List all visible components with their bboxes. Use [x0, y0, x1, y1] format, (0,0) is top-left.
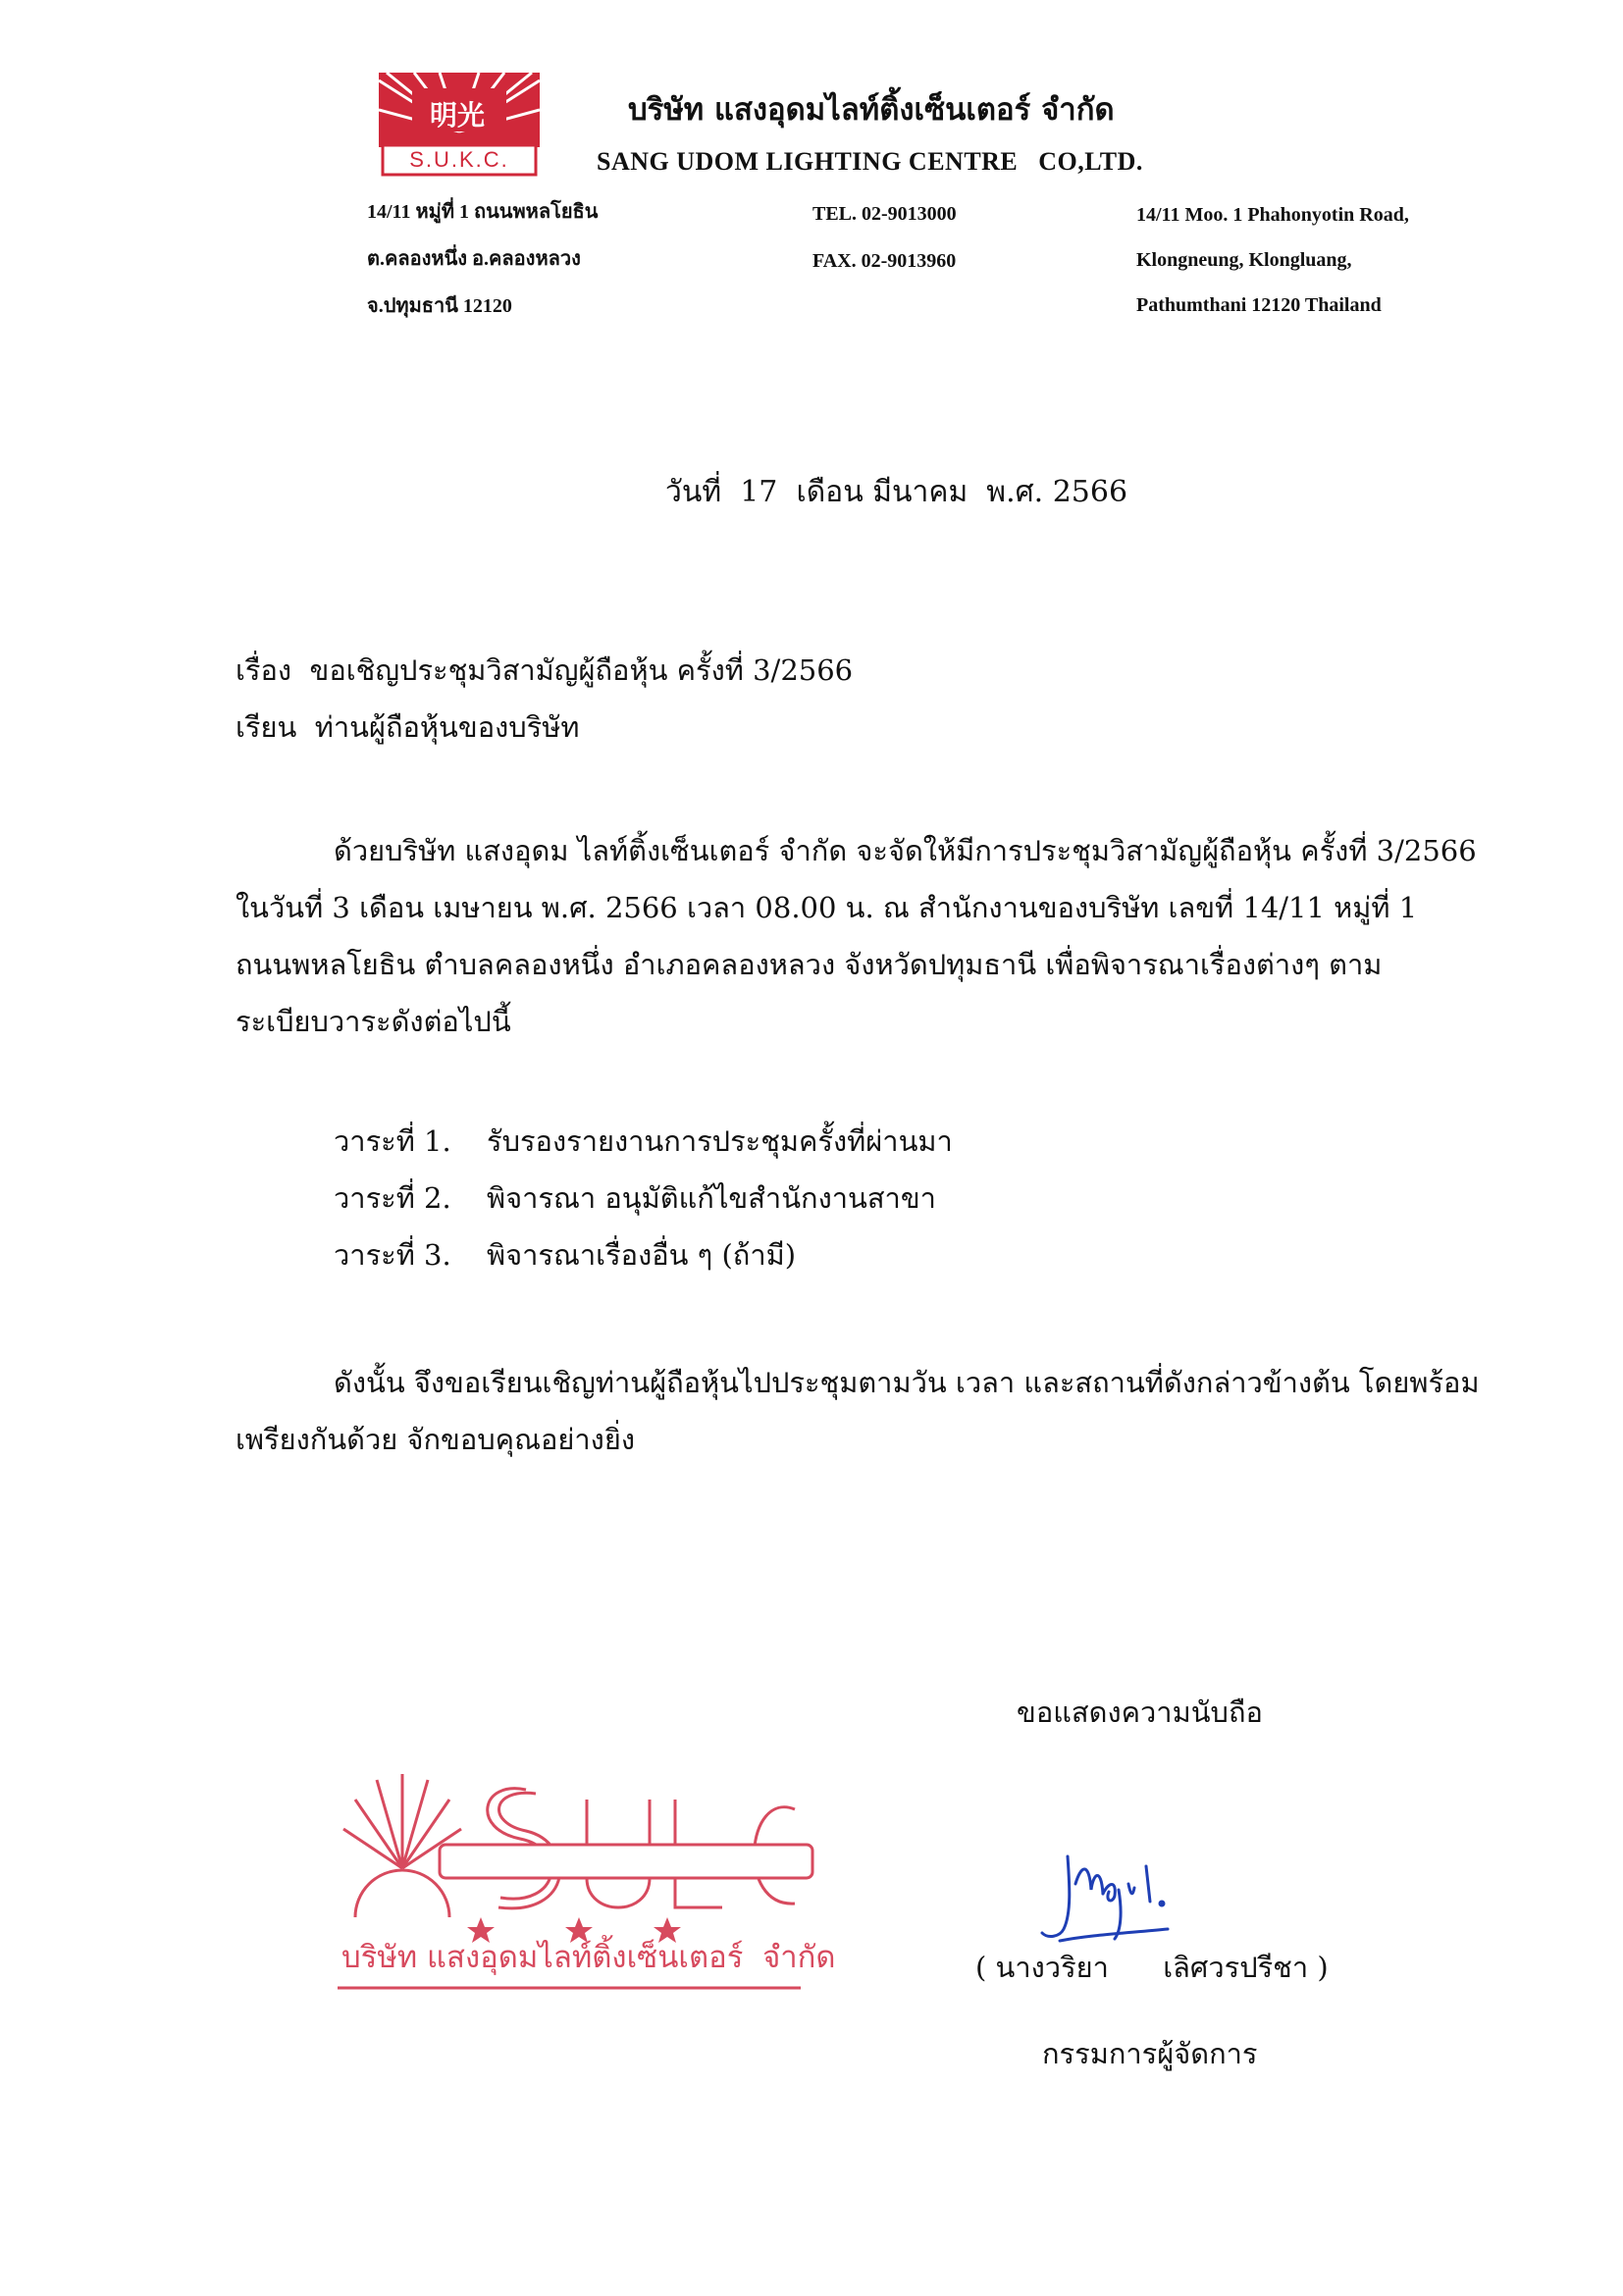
- body-line: ระเบียบวาระดังต่อไปนี้: [236, 1005, 511, 1038]
- agenda-item: [334, 1226, 953, 1283]
- address-thai-line: จ.ปทุมธานี 12120: [367, 295, 512, 317]
- telephone: TEL. 02-9013000: [812, 203, 957, 225]
- company-name-english: SANG UDOM LIGHTING CENTRE CO,LTD.: [597, 147, 1143, 176]
- company-name-thai: บริษัท แสงอุดมไลท์ติ้งเซ็นเตอร์ จำกัด: [628, 92, 1115, 128]
- agenda-text: รับรองรายงานการประชุมครั้งที่ผ่านมา: [487, 1124, 953, 1158]
- body-line: ในวันที่ 3 เดือน เมษายน พ.ศ. 2566 เวลา 08.00 น. ณ สำนักงานของบริษัท เลขที่ 14/11 หมู่ที่ 1: [236, 891, 1418, 924]
- agenda-text: พิจารณาเรื่องอื่น ๆ (ถ้ามี): [487, 1238, 797, 1272]
- closing-regards: ขอแสดงความนับถือ: [1017, 1696, 1263, 1729]
- address-english-line: Pathumthani 12120 Thailand: [1136, 294, 1382, 316]
- company-logo: [379, 73, 540, 179]
- logo-latin-text: S.U.K.C.: [409, 147, 509, 172]
- handwritten-signature: [1040, 1845, 1217, 1957]
- address-thai-line: ต.คลองหนึ่ง อ.คลองหลวง: [367, 248, 581, 270]
- logo-cjk-text: 明光: [429, 99, 485, 131]
- address-thai: [367, 188, 598, 330]
- signer-position: กรรมการผู้จัดการ: [1042, 2037, 1258, 2070]
- address-thai-line: 14/11 หมู่ที่ 1 ถนนพหลโยธิน: [367, 201, 599, 223]
- body-line: ด้วยบริษัท แสงอุดม ไลท์ติ้งเซ็นเตอร์ จำกัด จะจัดให้มีการประชุมวิสามัญผู้ถือหุ้น ครั้งที่ 3/2566: [334, 834, 1477, 867]
- agenda-text: พิจารณา อนุมัติแก้ไขสำนักงานสาขา: [487, 1181, 936, 1215]
- agenda-number: วาระที่ 2.: [334, 1181, 451, 1215]
- agenda-item: [334, 1170, 953, 1226]
- address-english-line: Klongneung, Klongluang,: [1136, 249, 1352, 271]
- recipient-line: เรียน ท่านผู้ถือหุ้นของบริษัท: [236, 710, 580, 744]
- body-line: ถนนพหลโยธิน ตำบลคลองหนึ่ง อำเภอคลองหลวง จังหวัดปทุมธานี เพื่อพิจารณาเรื่องต่างๆ ตาม: [236, 948, 1383, 981]
- agenda-number: วาระที่ 1.: [334, 1124, 451, 1158]
- agenda-list: [334, 1113, 953, 1283]
- body-paragraph-invitation: [236, 822, 1477, 1050]
- body-line: ดังนั้น จึงขอเรียนเชิญท่านผู้ถือหุ้นไปประชุมตามวัน เวลา และสถานที่ดังกล่าวข้างต้น โดยพร้อม: [334, 1366, 1480, 1399]
- address-english: [1136, 192, 1409, 328]
- letter-date: วันที่ 17 เดือน มีนาคม พ.ศ. 2566: [665, 475, 1128, 509]
- signer-name: ( นางวริยา เลิศวรปรีชา ): [975, 1951, 1329, 1984]
- subject-line: เรื่อง ขอเชิญประชุมวิสามัญผู้ถือหุ้น ครั้งที่ 3/2566: [236, 653, 854, 687]
- body-paragraph-closing: [236, 1354, 1480, 1468]
- stamp-company-name: บริษัท แสงอุดมไลท์ติ้งเซ็นเตอร์ จำกัด: [341, 1940, 836, 1975]
- contact-numbers: [812, 190, 957, 285]
- agenda-number: วาระที่ 3.: [334, 1238, 451, 1272]
- body-line: เพรียงกันด้วย จักขอบคุณอย่างยิ่ง: [236, 1423, 635, 1456]
- fax: FAX. 02-9013960: [812, 250, 957, 272]
- subject-block: [236, 642, 853, 756]
- company-stamp: [334, 1770, 836, 1996]
- agenda-item: [334, 1113, 953, 1170]
- address-english-line: 14/11 Moo. 1 Phahonyotin Road,: [1136, 204, 1409, 226]
